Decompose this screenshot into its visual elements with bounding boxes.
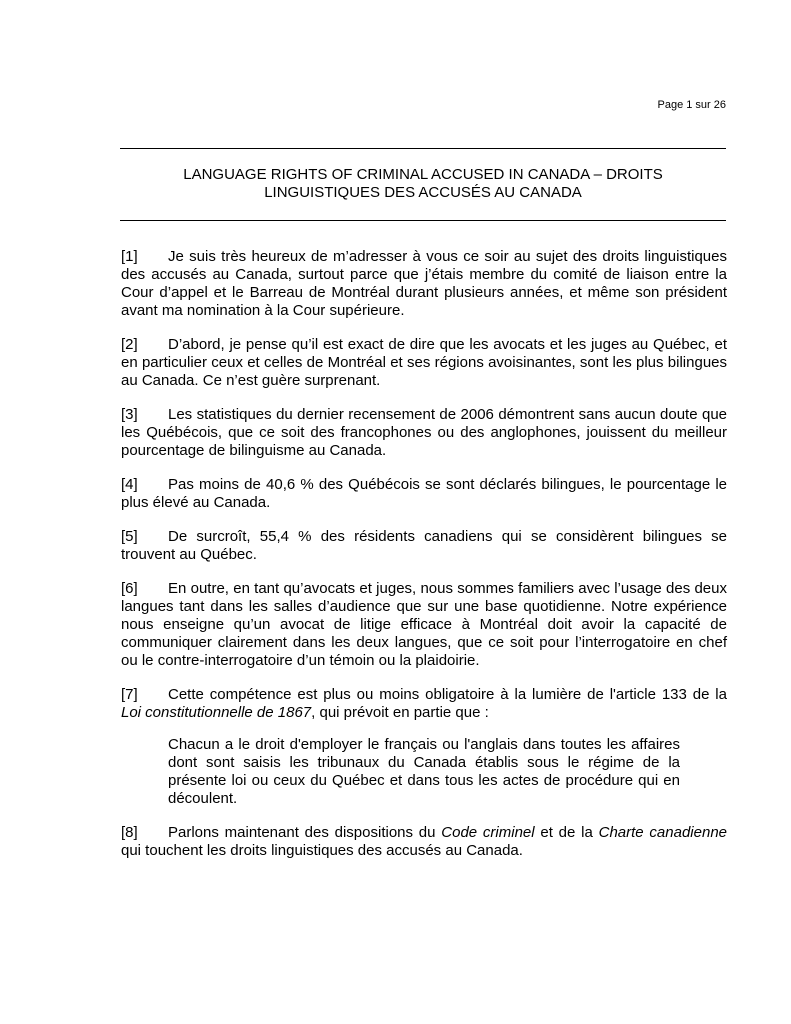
paragraph-8	[121, 824, 727, 860]
statute-title: Loi constitutionnelle de 1867	[121, 704, 312, 721]
paragraph-text: Parlons maintenant des dispositions du	[168, 824, 442, 841]
statute-title: Charte canadienne	[598, 824, 728, 841]
paragraph-text: D’abord, je pense qu’il est exact de dire que les avocats et les juges au Québec, et en particulier ceux et celles de Montréal et ses régions avoisinantes, sont les plus bilingues au Canada. Ce n’est guère surprenant.	[121, 336, 727, 389]
paragraph-text: Cette compétence est plus ou moins obligatoire à la lumière de l'article 133 de la	[168, 686, 727, 703]
paragraph-6	[121, 580, 727, 670]
paragraph-text: Pas moins de 40,6 % des Québécois se sont déclarés bilingues, le pourcentage le plus élevé au Canada.	[121, 476, 727, 511]
paragraph-1	[121, 248, 727, 320]
block-quote: Chacun a le droit d'employer le français ou l'anglais dans toutes les affaires dont sont saisis les tribunaux du Canada établis sous le régime de la présente loi ou ceux du Québec et dans tous les actes de procédure qui en découlent.	[168, 736, 680, 807]
statute-title: Code criminel	[441, 824, 535, 841]
title-bottom-rule	[120, 220, 726, 221]
document-body	[121, 248, 727, 876]
paragraph-text: qui touchent les droits linguistiques des accusés au Canada.	[121, 842, 523, 859]
paragraph-text: Je suis très heureux de m’adresser à vous ce soir au sujet des droits linguistiques des accusés au Canada, surtout parce que j’étais membre du comité de liaison entre la Cour d’appel et le Barreau de Montréal durant plusieurs années, et même son président avant ma nomination à la Cour supérieure.	[121, 248, 727, 319]
paragraph-text: Les statistiques du dernier recensement de 2006 démontrent sans aucun doute que les Québécois, que ce soit des francophones ou des anglophones, jouissent du meilleur pourcentage de bilinguisme au Canada.	[121, 406, 727, 459]
title-top-rule	[120, 148, 726, 149]
paragraph-7	[121, 686, 727, 722]
title-line-2: LINGUISTIQUES DES ACCUSÉS AU CANADA	[264, 184, 582, 201]
paragraph-number: [8]	[121, 824, 138, 841]
paragraph-number: [5]	[121, 528, 138, 545]
paragraph-2	[121, 336, 727, 390]
paragraph-5	[121, 528, 727, 564]
paragraph-number: [7]	[121, 686, 138, 703]
paragraph-text: , qui prévoit en partie que :	[311, 704, 489, 721]
paragraph-3	[121, 406, 727, 460]
paragraph-text: et de la	[534, 824, 599, 841]
paragraph-4	[121, 476, 727, 512]
paragraph-text: De surcroît, 55,4 % des résidents canadiens qui se considèrent bilingues se trouvent au Québec.	[121, 528, 727, 563]
paragraph-number: [1]	[121, 248, 138, 265]
paragraph-number: [2]	[121, 336, 138, 353]
paragraph-number: [4]	[121, 476, 138, 493]
title-line-1: LANGUAGE RIGHTS OF CRIMINAL ACCUSED IN CANADA – DROITS	[183, 166, 663, 183]
paragraph-text: En outre, en tant qu’avocats et juges, nous sommes familiers avec l’usage des deux langues tant dans les salles d’audience que sur une base quotidienne. Notre expérience nous enseigne qu’un avocat de litige efficace à Montréal doit avoir la capacité de communiquer clairement dans les deux langues, que ce soit pour l’interrogatoire en chef ou le contre-interrogatoire d’un témoin ou la plaidoirie.	[121, 580, 727, 669]
paragraph-number: [6]	[121, 580, 138, 597]
paragraph-number: [3]	[121, 406, 138, 423]
page-number: Page 1 sur 26	[657, 99, 726, 111]
document-title	[120, 166, 726, 202]
